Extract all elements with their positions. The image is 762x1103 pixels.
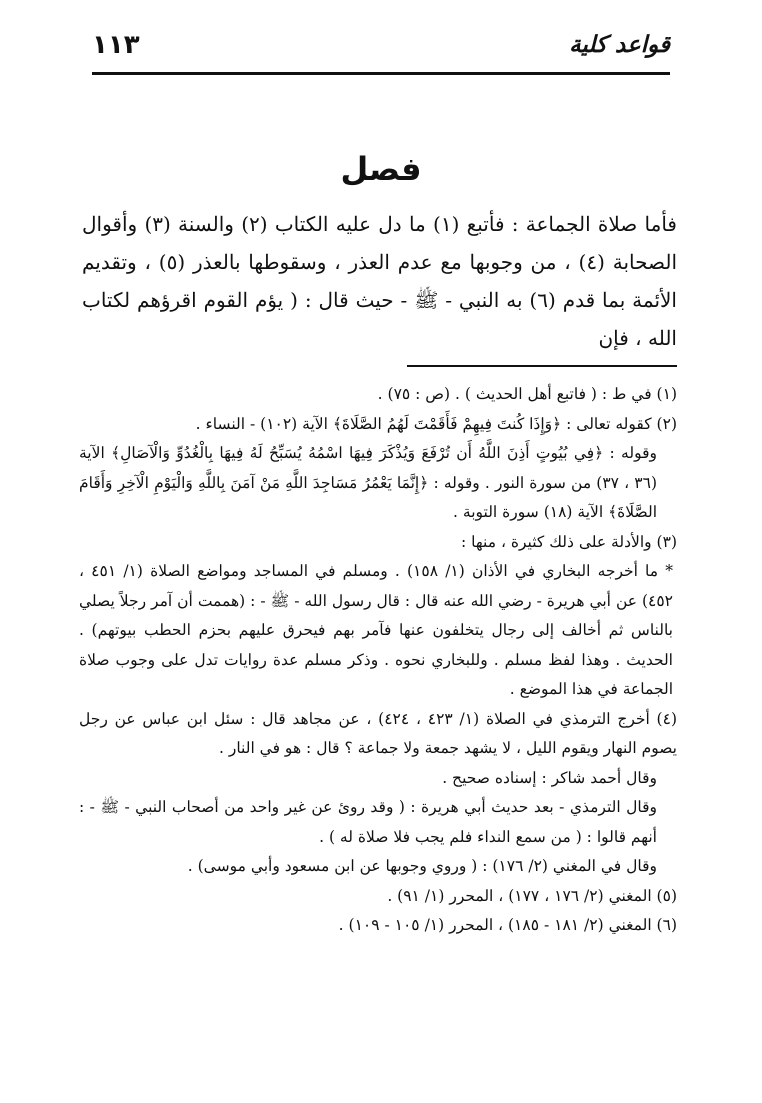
footnote-1: (١) في ط : ( فاتبع أهل الحديث ) . (ص : ٧٥) .	[377, 385, 677, 403]
footnote-2: (٢) كقوله تعالى : ﴿وَإِذَا كُنتَ فِيهِمْ فَأَقَمْتَ لَهُمُ الصَّلَاةَ﴾ الآية (١٠٢) - النساء .	[195, 414, 677, 433]
section-heading-text: فصل	[340, 150, 422, 188]
footnote-3: (٣) والأدلة على ذلك كثيرة ، منها :	[461, 532, 677, 551]
footnotes	[79, 380, 677, 941]
section-heading	[0, 150, 762, 188]
footnote-3-continuation: * ما أخرجه البخاري في الأذان (١/ ١٥٨) . ومسلم في المساجد ومواضع الصلاة (١/ ٤٥١ ، ٤٥٢) عن أبي هريرة - رضي الله عنه قال : قال رسول الله - ﷺ - : (هممت أن آمر رجلاً يصلي بالناس ثم أخالف إلى رجال يتخلفون عنها فآمر بهم فيحرق عليهم بحزم الحطب بيوتهم) . الحديث . وهذا لفظ مسلم . وللبخاري نحوه . وذكر مسلم عدة روايات تدل على وجوب صلاة الجماعة في هذا الموضع .	[79, 562, 673, 698]
footnote-4-line-3: وقال الترمذي - بعد حديث أبي هريرة : ( وقد روئ عن غير واحد من أصحاب النبي - ﷺ - : أنهم قالوا : ( من سمع النداء فلم يجب فلا صلاة له ) .	[79, 798, 657, 846]
footnote-2-continuation: وقوله : ﴿فِي بُيُوتٍ أَذِنَ اللَّهُ أَن تُرْفَعَ وَيُذْكَرَ فِيهَا اسْمُهُ يُسَبِّحُ لَهُ فِيهَا بِالْغُدُوِّ وَالْآصَالِ﴾ الآية (٣٦ ، ٣٧) من سورة النور . وقوله : ﴿إِنَّمَا يَعْمُرُ مَسَاجِدَ اللَّهِ مَنْ آمَنَ بِاللَّهِ وَالْيَوْمِ الْآخِرِ وَأَقَامَ الصَّلَاةَ﴾ الآية (١٨) سورة التوبة .	[79, 444, 658, 521]
page-number: ١١٣	[92, 30, 140, 60]
main-paragraph: فأما صلاة الجماعة : فأتبع (١) ما دل عليه الكتاب (٢) والسنة (٣) وأقوال الصحابة (٤) ، من وجوبها مع عدم العذر ، وسقوطها بالعذر (٥) ، وتقديم الأئمة بما قدم (٦) به النبي - ﷺ - حيث قال : ( يؤم القوم اقرؤهم لكتاب الله ، فإن	[82, 212, 678, 350]
footnote-separator	[407, 365, 677, 367]
running-title: قواعد كلية	[569, 32, 670, 58]
running-header	[92, 28, 670, 72]
main-text	[82, 205, 677, 357]
footnote-4-line-4: وقال في المغني (٢/ ١٧٦) : ( وروي وجوبها عن ابن مسعود وأبي موسى) .	[187, 857, 657, 875]
footnote-6: (٦) المغني (٢/ ١٨١ - ١٨٥) ، المحرر (١/ ١٠٥ - ١٠٩) .	[338, 916, 677, 934]
footnote-5: (٥) المغني (٢/ ١٧٦ ، ١٧٧) ، المحرر (١/ ٩١) .	[387, 886, 677, 905]
header-rule	[92, 72, 670, 75]
footnote-4-line-2: وقال أحمد شاكر : إسناده صحيح .	[442, 768, 657, 787]
footnote-4: (٤) أخرج الترمذي في الصلاة (١/ ٤٢٣ ، ٤٢٤) ، عن مجاهد قال : سئل ابن عباس عن رجل يصوم النهار ويقوم الليل ، لا يشهد جمعة ولا جماعة ؟ قال : هو في النار .	[79, 709, 677, 757]
